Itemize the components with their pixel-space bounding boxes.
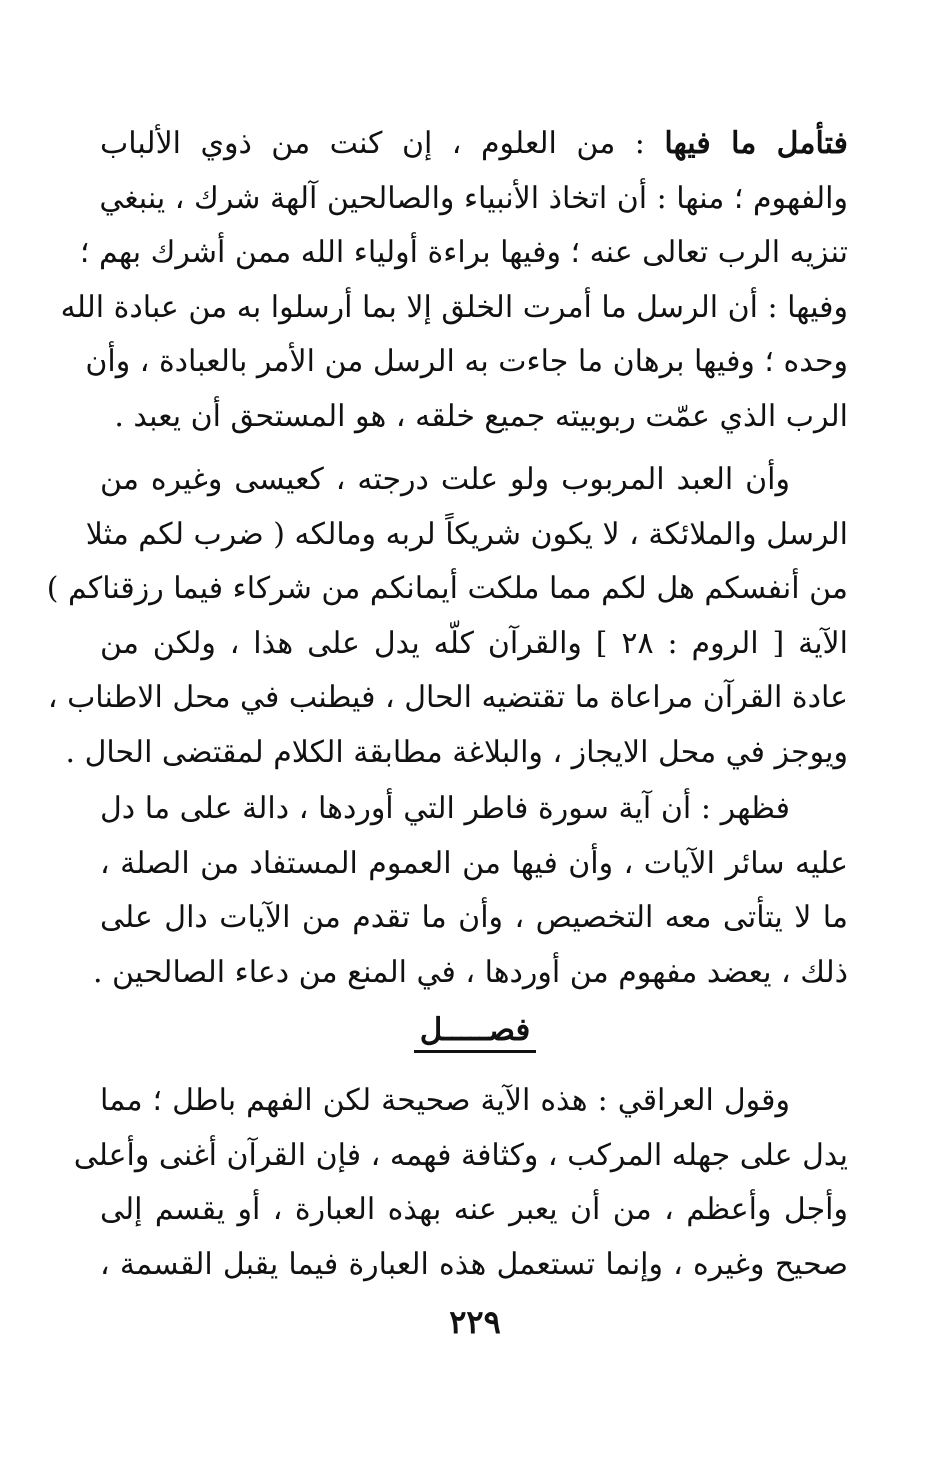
text-line (100, 117, 848, 172)
text-line: الرسل والملائكة ، لا يكون شريكاً لربه ومالكه ( ضرب لكم مثلا (85, 516, 848, 552)
bold-lead-phrase: فتأمل ما فيها (664, 126, 848, 161)
text-line: ذلك ، يعضد مفهوم من أوردها ، في المنع من دعاء الصالحين . (92, 954, 848, 990)
text-line-content: : من العلوم ، إن كنت من ذوي الألباب (100, 126, 665, 161)
text-line: الرب الذي عمّت ربوبيته جميع خلقه ، هو المستحق أن يعبد . (114, 398, 848, 434)
paragraph-1 (60, 117, 848, 444)
text-line: صحيح وغيره ، وإنما تستعمل هذه العبارة فيما يقبل القسمة ، (100, 1246, 848, 1282)
page-number: ٢٢٩ (449, 1303, 501, 1341)
text-line: وحده ؛ وفيها برهان ما جاءت به الرسل من الأمر بالعبادة ، وأن (85, 344, 848, 379)
text-line: وقول العراقي : هذه الآية صحيحة لكن الفهم باطل ؛ مما (100, 1083, 790, 1118)
section-heading (0, 1005, 950, 1055)
text-line: وفيها : أن الرسل ما أمرت الخلق إلا بما أرسلوا به من عبادة الله (60, 289, 848, 325)
text-line: وأجل وأعظم ، من أن يعبر عنه بهذه العبارة ، أو يقسم إلى (100, 1192, 848, 1227)
text-line: والفهوم ؛ منها : أن اتخاذ الأنبياء والصالحين آلهة شرك ، ينبغي (99, 180, 848, 216)
text-line: ما لا يتأتى معه التخصيص ، وأن ما تقدم من الآيات دال على (100, 900, 848, 935)
text-line: يدل على جهله المركب ، وكثافة فهمه ، فإن القرآن أغنى وأعلى (73, 1137, 848, 1173)
text-line: من أنفسكم هل لكم مما ملكت أيمانكم من شركاء فيما رزقناكم ) (46, 571, 848, 606)
paragraph-2 (46, 453, 848, 780)
text-line: عليه سائر الآيات ، وأن فيها من العموم المستفاد من الصلة ، (100, 845, 848, 881)
text-line: ويوجز في محل الايجاز ، والبلاغة مطابقة الكلام لمقتضى الحال . (65, 734, 848, 770)
text-line: الآية [ الروم : ٢٨ ] والقرآن كلّه يدل على هذا ، ولكن من (100, 625, 848, 661)
text-line: فظهر : أن آية سورة فاطر التي أوردها ، دالة على ما دل (100, 791, 790, 826)
paragraph-4 (73, 1074, 848, 1292)
text-line: تنزيه الرب تعالى عنه ؛ وفيها براءة أولياء الله ممن أشرك بهم ؛ (79, 235, 848, 270)
section-heading-text: فصـــــل (414, 1010, 537, 1053)
text-line: عادة القرآن مراعاة ما تقتضيه الحال ، فيطنب في محل الاطناب ، (47, 680, 848, 715)
text-line: وأن العبد المربوب ولو علت درجته ، كعيسى وغيره من (100, 462, 790, 497)
paragraph-3 (92, 782, 848, 1000)
